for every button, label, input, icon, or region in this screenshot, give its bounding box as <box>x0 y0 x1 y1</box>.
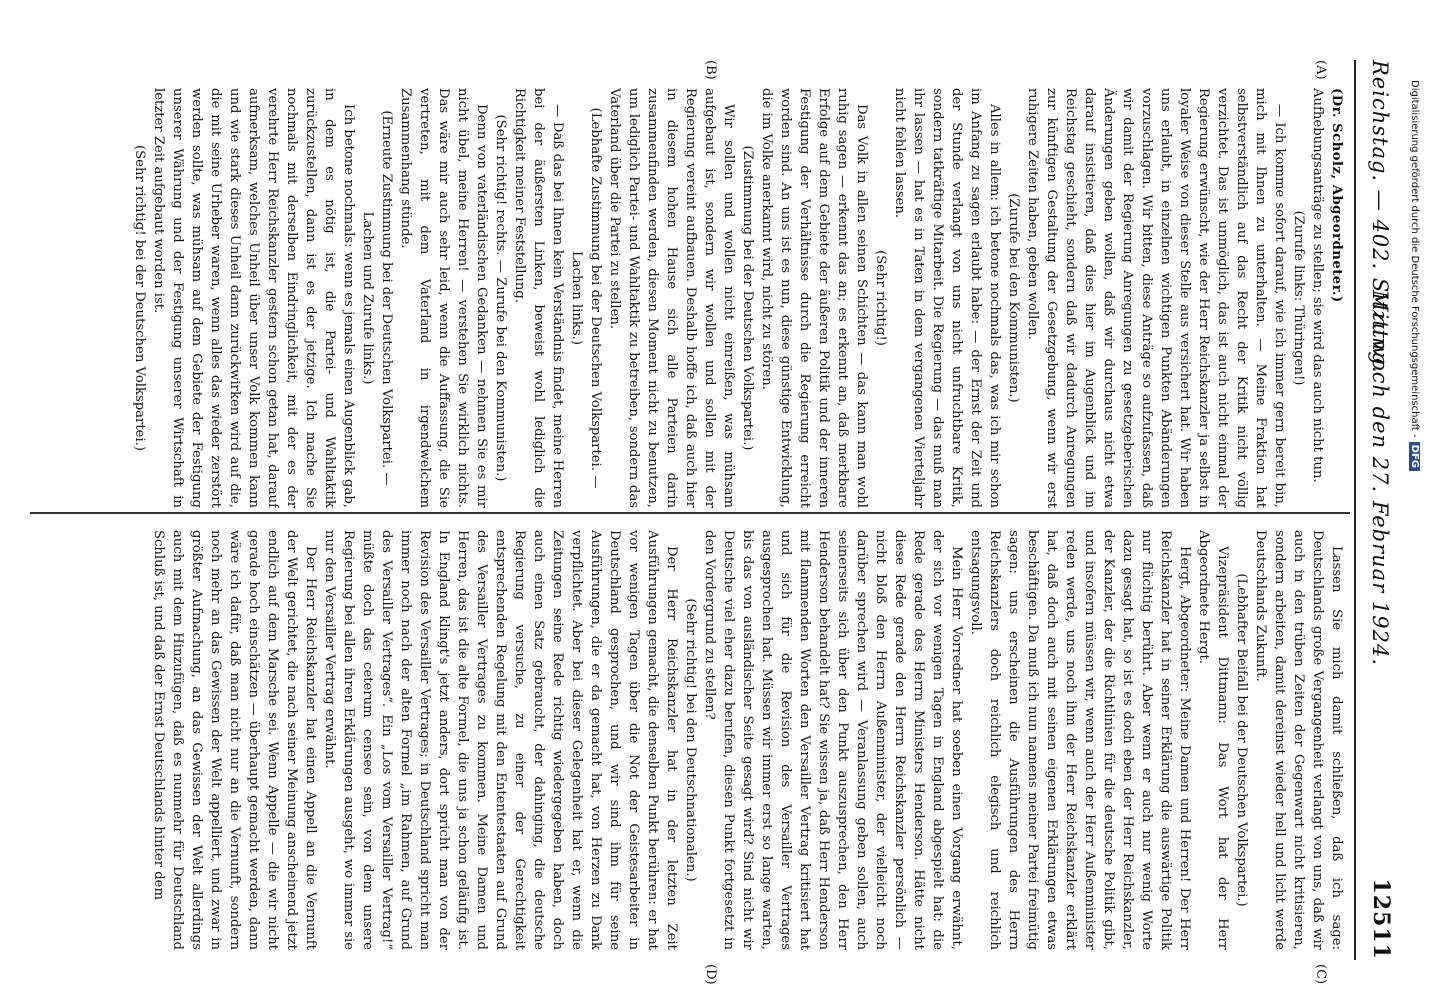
paragraph: — Ich komme sofort darauf, wie ich immer gern bereit bin, mich mit Ihnen zu unterhalten. — Meine Fraktion hat selbstverständlich auf das Recht der Kritik nicht völlig verzichtet. Das ist unmöglich, das ist auch nicht einmal der Regierung erwünscht, wie der Herr Reichskanzler ja selbst in loyaler Weise von dieser Stelle aus versichert hat. Wir haben uns erlaubt, in einzelnen wichtigen Punkten Abänderungen vorzuschlagen. Wir bitten, diese Anträge so aufzufassen, daß wir damit der Regierung Anregungen zu gesetzgeberischen Änderungen geben wollen, daß wir durchaus nicht etwa darauf insistieren, daß dies hier im Augenblick und im Reichstag geschieht, sondern daß wir dadurch Anregungen zur künftigen Gestaltung der Gesetzgebung, wenn wir erst ruhigere Zeiten haben, geben wollen. <box>1025 88 1287 508</box>
dfg-logo: DFG <box>1409 442 1420 471</box>
interjection: (Lebhafter Beifall bei der Deutschen Volkspartei.) <box>1234 573 1249 907</box>
header-rule <box>1354 60 1356 960</box>
interjection: (Zurufe bei den Kommunisten.) <box>1006 193 1021 403</box>
margin-mark-b: (B) <box>703 60 718 80</box>
paragraph: Das Volk in allen seinen Schichten — das kann man wohl ruhig sagen — erkennt das an; es erkennt an, daß merkbare Erfolge auf dem Gebiete der äußeren Politik und der inneren Festigung der Verhältnisse durch die Regierung erreicht worden sind. An uns ist es nun, diese günstige Entwicklung, die im Volke anerkannt wird, nicht zu stören. <box>759 88 869 508</box>
funding-text: Digitalisierung gefördert durch die Deutsche Forschungsgemeinschaft - <box>1409 80 1420 438</box>
left-column <box>36 88 1346 508</box>
column-divider <box>30 512 1350 514</box>
paragraph: Hergt, Abgeordneter: Meine Damen und Herren! Der Herr Reichskanzler hat in seiner Erklärung die auswärtige Politik nur flüchtig berührt. Aber wenn er auch nur wenig Worte dazu gesagt hat, so ist es doch eben der Herr Reichskanzler, der Kanzler, der die Richtlinien für die deutsche Politik gibt, und insofern müssen wir, wenn auch der Herr Außenminister reden werde, uns noch ihm der Herr Reichskanzler erklärt hat, daß doch auch mit seinen eigenen Erklärungen etwas beschäftigen. Da muß ich nun namens meiner Partei freimütig sagen: uns erscheinen die Ausführungen des Herrn Reichskanzlers doch reichlich elegisch und reichlich entsagungsvoll. <box>968 530 1192 950</box>
paragraph: Vizepräsident Dittmann: Das Wort hat der Herr Abgeordnete Hergt. <box>1196 530 1230 950</box>
dfg-funding-note <box>1409 80 1420 1000</box>
paragraph: Lassen Sie mich damit schließen, daß ich sage: Deutschlands große Vergangenheit verlangt von uns, daß wir auch in den trüben Zeiten der Gegenwart nicht kritisieren, sondern arbeiten, damit dereinst wieder hell und licht werde Deutschlands Zukunft. <box>1253 530 1344 950</box>
header-date: Mittwoch den 27. Februar 1924. <box>1368 290 1392 667</box>
page-number: 12511 <box>1368 878 1394 960</box>
margin-mark-a: (A) <box>1313 60 1328 80</box>
paragraph: Der Herr Reichskanzler hat einen Appell an die Vernunft der Welt gerichtet, die nach seiner Meinung anscheinend jetzt endlich auf dem Marsche sei. Wenn Appelle — die wir nicht gerade hoch einschätzen — überhaupt gemacht werden, dann wäre ich dafür, daß man nicht nur an die Vernunft, sondern noch mehr an das Gewissen der Welt appelliert, und zwar in größter Aufmachung, an das Gewissen der Welt allerdings auch mit dem Hinzufügen, daß es nunmehr für Deutschland Schluß ist, und daß der Ernst Deutschlands hinter dem <box>151 530 318 950</box>
interjection: (Sehr richtig!) <box>873 250 888 346</box>
margin-mark-d: (D) <box>703 964 718 985</box>
scanned-page <box>13 30 1408 984</box>
interjection: (Erneute Zustimmung bei der Deutschen Volkspartei. — Lachen und Zurufe links.) <box>360 110 394 486</box>
interjection: (Zustimmung bei der Deutschen Volkspartei.) <box>740 145 755 451</box>
interjection: (Sehr richtig! bei den Deutschnationalen.) <box>683 598 698 882</box>
paragraph: Ich betone nochmals: wenn es jemals einen Augenblick gab, in dem es nötig ist, die Partei- und Wahltaktik zurückzustellen, dann ist es der jetzige. Ich mache Sie nochmals mit derselben Eindringlichkeit, mit der es der verehrte Herr Reichskanzler gestern schon getan hat, darauf aufmerksam, welches Unheil über unser Volk kommen kann und wie stark dieses Unheil dann zurückwirken wird auf die, die mit seine Urheber waren, wenn alles das wieder zerstört werden sollte, was mühsam auf dem Gebiete der Festigung unserer Währung und der Festigung unserer Wirtschaft in letzter Zeit aufgebaut worden ist. <box>151 88 356 508</box>
interjection: (Sehr richtig! bei der Deutschen Volkspartei.) <box>132 144 147 452</box>
margin-mark-c: (C) <box>1313 964 1328 985</box>
interjection: (Sehr richtig! rechts. — Zurufe bei den Kommunisten.) <box>493 114 508 482</box>
right-column <box>36 530 1346 950</box>
speaker-head: (Dr. Scholz, Abgeordneter.) <box>1329 88 1344 303</box>
paragraph: Denn von vaterländischen Gedanken — nehmen Sie es mir nicht übel, meine Herren! — verstehen Sie wirklich nichts. Das wäre mir auch sehr leid, wenn die Auffassung, die Sie vertreten, mit dem Vaterland in irgendwelchem Zusammenhang stünde. <box>398 88 489 508</box>
interjection: (Lebhafte Zustimmung bei der Deutschen Volkspartei. — Lachen links.) <box>569 107 603 489</box>
paragraph: Alles in allem: ich betone nochmals das, was ich mir schon im Anfang zu sagen erlaubt habe: — der Ernst der Zeit und der Stunde verlangt von uns nicht unfruchtbare Kritik, sondern tatkräftige Mitarbeit. Die Regierung — das muß man ihr lassen — hat es in Taten in dem vergangenen Vierteljahr nicht fehlen lassen. <box>892 88 1002 508</box>
header-session: Reichstag. — 402. Sitzung. <box>1368 60 1392 374</box>
interjection: (Zurufe links: Thüringen!) <box>1291 210 1306 386</box>
paragraph: Der Herr Reichskanzler hat in der letzten Zeit Ausführungen gemacht, die denselben Punkt berühren: er hat vor wenigen Tagen über die Not der Geistesarbeiter in Deutschland gesprochen, und wir sind ihm für seine Ausführungen, die er da gemacht hat, von Herzen zu Dank verpflichtet. Aber bei dieser Gelegenheit hat er, wenn die Zeitungen seine Rede richtig wiedergegeben haben, doch auch einen Satz gebraucht, der dahinging, die deutsche Regierung versuche, zu einer der Gerechtigkeit entsprechenden Regelung mit den Ententestaaten auf Grund des Versailler Vertrages zu kommen. Meine Damen und Herren, das ist die alte Formel, die uns ja schon geläufig ist. In England klingt's jetzt anders, dort spricht man von der Revision des Versailler Vertrages; in Deutschland spricht man immer noch nach der alten Formel „im Rahmen, auf Grund des Versailler Vertrages“. Ein „Los vom Versailler Vertrag!“ müßte doch das ceterum censeo sein, von dem unsere Regierung bei allen ihren Erklärungen ausgeht, wo immer sie nur den Versailler Vertrag erwähnt. <box>322 530 679 950</box>
page-header <box>1360 60 1400 960</box>
paragraph: — Daß das bei Ihnen kein Verständnis findet, meine Herren bei der äußersten Linken, beweist wohl lediglich die Richtigkeit meiner Feststellung. <box>512 88 565 508</box>
paragraph: Wir sollen und wollen nicht einreißen, was mühsam aufgebaut ist, sondern wir wollen und sollen mit der Regierung vereint aufbauen. Deshalb hoffe ich, daß auch hier in diesem hohen Hause sich alle Parteien darin zusammenfinden werden, diesen Moment nicht zu benutzen, um lediglich Partei- und Wahltaktik zu betreiben, sondern das Vaterland über die Partei zu stellen. <box>607 88 736 508</box>
paragraph: Aufhebungsanträge zu stellen; sie wird das auch nicht tun. <box>1310 88 1325 483</box>
paragraph: Mein Herr Vorredner hat soeben einen Vorgang erwähnt, der sich vor wenigen Tagen in England abgespielt hat: die Rede gerade des Herrn Ministers Henderson. Hätte nicht diese Rede gerade den Herrn Reichskanzler persönlich — nicht bloß den Herrn Außenminister, der vielleicht noch darüber sprechen wird — Veranlassung geben sollen, auch seinerseits sich über den Punkt auszusprechen, den Herr Henderson behandelt hat? Sie wissen ja, daß Herr Henderson mit flammenden Worten den Versailler Vertrag kritisiert hat und sich für die Revision des Versailler Vertrages ausgesprochen hat. Müssen wir immer erst so lange warten, bis das von ausländischer Seite gesagt wird? Sind nicht wir Deutsche viel eher dazu berufen, diesen Punkt fortgesetzt in den Vordergrund zu stellen? <box>702 530 964 950</box>
